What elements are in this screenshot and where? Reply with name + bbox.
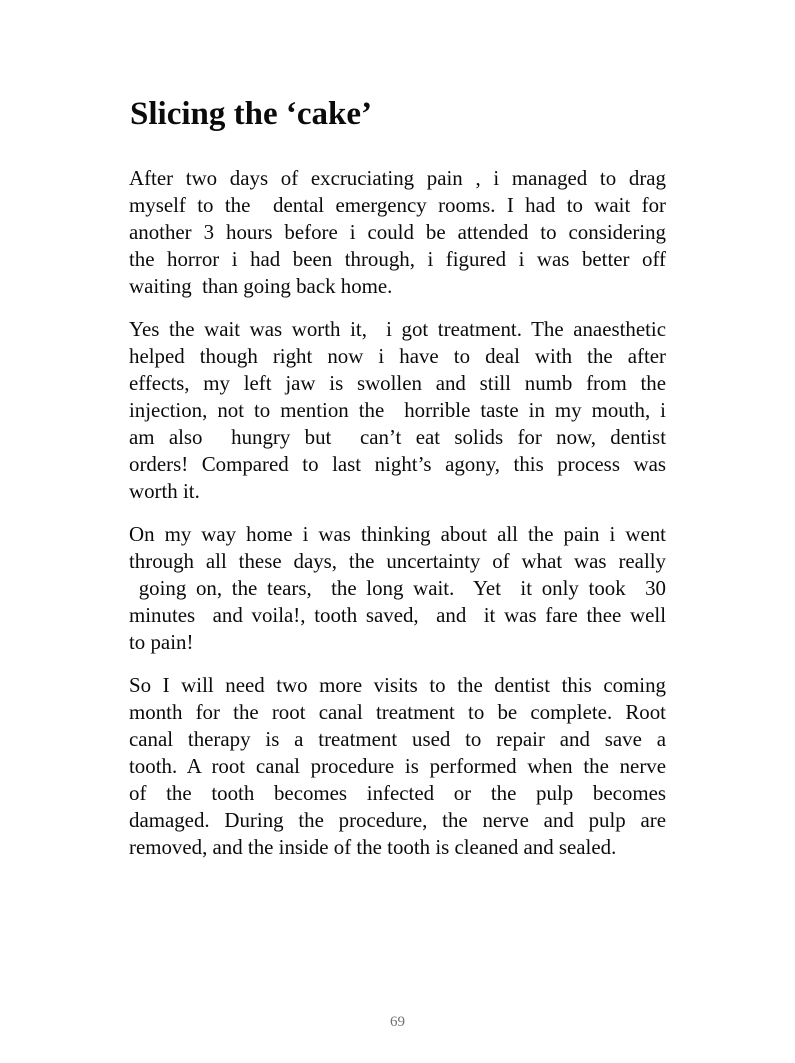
paragraph-line: going on, the tears, the long wait. Yet it only took 30 (129, 576, 666, 600)
page-title: Slicing the ‘cake’ (130, 96, 372, 132)
paragraph-line: minutes and voila!, tooth saved, and it was fare thee well (129, 603, 666, 627)
paragraph-line: the horror i had been through, i figured i was better off (129, 247, 666, 271)
paragraph-line: myself to the dental emergency rooms. I had to wait for (129, 193, 666, 217)
paragraph-line: waiting than going back home. (129, 274, 393, 298)
paragraph-line: removed, and the inside of the tooth is cleaned and sealed. (129, 835, 617, 859)
paragraph-line: After two days of excruciating pain , i managed to drag (129, 166, 666, 190)
paragraph-line: effects, my left jaw is swollen and still numb from the (129, 371, 666, 395)
paragraph-line: tooth. A root canal procedure is performed when the nerve (129, 754, 666, 778)
paragraph (129, 165, 666, 300)
paragraph-line: am also hungry but can’t eat solids for now, dentist (129, 425, 666, 449)
paragraph-line: helped though right now i have to deal with the after (129, 344, 666, 368)
paragraph-line: of the tooth becomes infected or the pulp becomes (129, 781, 666, 805)
paragraph-line: another 3 hours before i could be attended to considering (129, 220, 666, 244)
paragraph-line: injection, not to mention the horrible taste in my mouth, i (129, 398, 666, 422)
body-text (129, 165, 666, 877)
paragraph-line: worth it. (129, 479, 200, 503)
paragraph-line: through all these days, the uncertainty of what was really (129, 549, 666, 573)
paragraph-line: On my way home i was thinking about all the pain i went (129, 522, 666, 546)
paragraph-line: Yes the wait was worth it, i got treatment. The anaesthetic (129, 317, 666, 341)
paragraph-line: orders! Compared to last night’s agony, this process was (129, 452, 666, 476)
page-number: 69 (390, 1014, 405, 1030)
paragraph-line: damaged. During the procedure, the nerve and pulp are (129, 808, 666, 832)
paragraph-line: So I will need two more visits to the dentist this coming (129, 673, 666, 697)
paragraph-line: canal therapy is a treatment used to repair and save a (129, 727, 666, 751)
paragraph (129, 672, 666, 861)
paragraph (129, 521, 666, 656)
paragraph-line: to pain! (129, 630, 194, 654)
paragraph-line: month for the root canal treatment to be complete. Root (129, 700, 666, 724)
paragraph (129, 316, 666, 505)
